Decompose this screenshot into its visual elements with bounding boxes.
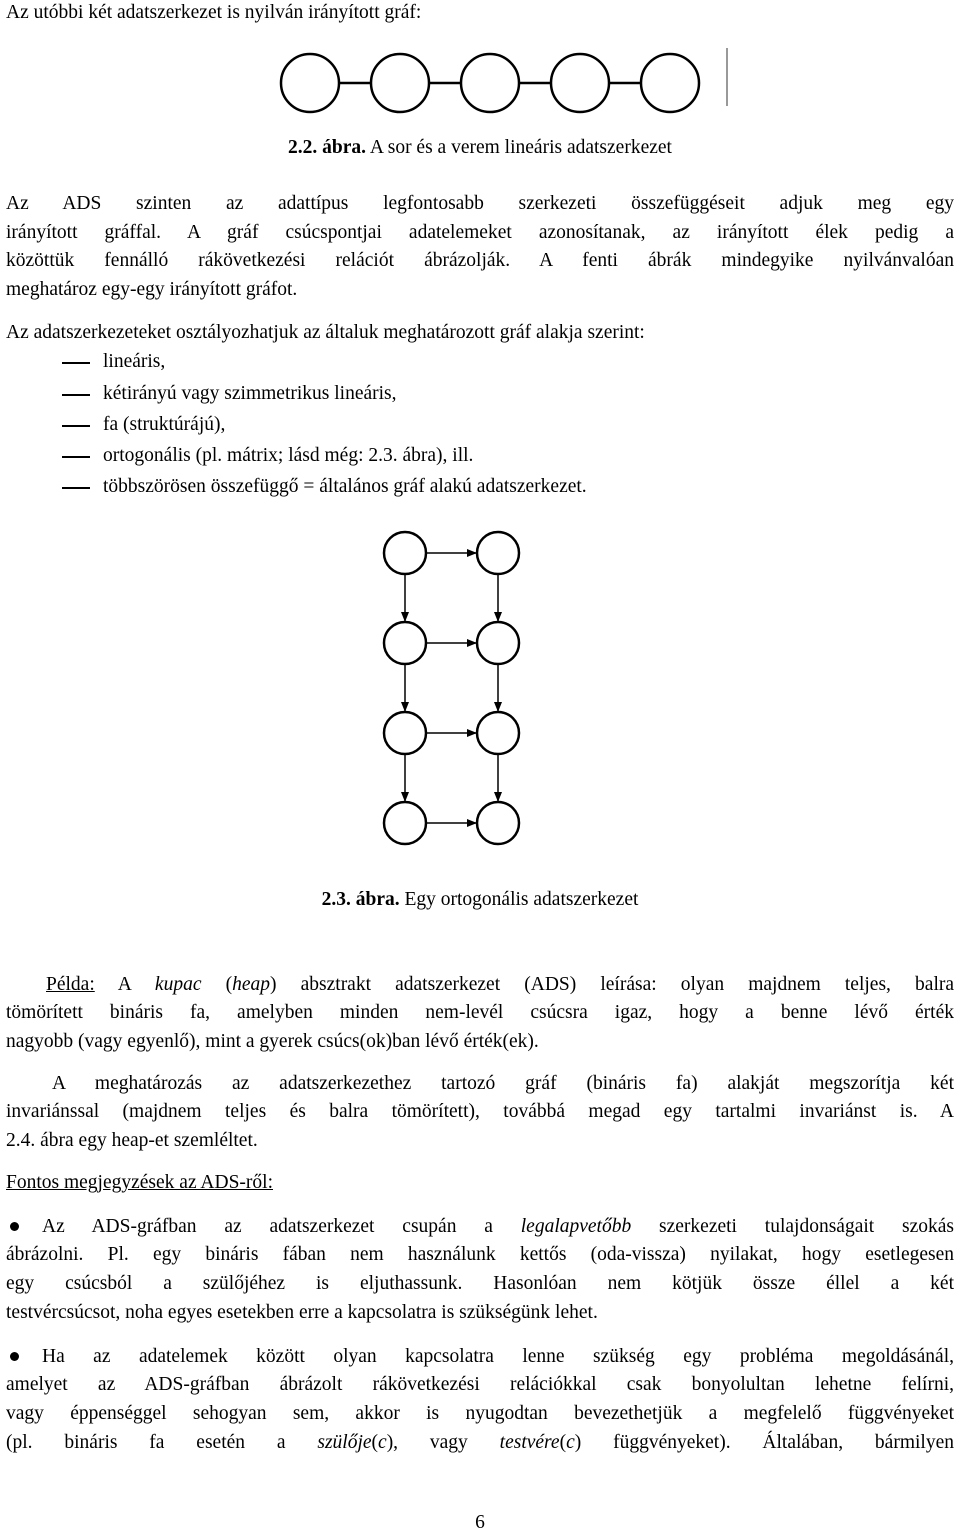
term-szuloje: szülője: [317, 1432, 372, 1453]
para1-line-2: irányított gráffal. A gráf csúcspontjai adatelemeket azonosítanak, az irányított élek pedig a: [6, 222, 954, 243]
para1-line-1: Az ADS szinten az adattípus legfontosabb szerkezeti összefüggéseit adjuk meg egy: [6, 193, 954, 214]
para2-intro: Az adatszerkezeteket osztályozhatjuk az általuk meghatározott gráf alakja szerint:: [6, 322, 645, 343]
bullet1-line-2: ábrázolni. Pl. egy bináris fában nem használunk kettős (oda-vissza) nyilakat, hogy esetlegesen: [6, 1244, 954, 1265]
example-label: Példa:: [46, 974, 95, 995]
bullet1-line-4: testvércsúcsot, noha egyes esetekben erre a kapcsolatra is szükségünk lehet.: [6, 1302, 598, 1323]
dash-marker: [62, 456, 90, 458]
list-item: kétirányú vagy szimmetrikus lineáris,: [103, 383, 397, 404]
list-item: fa (struktúrájú),: [103, 414, 226, 435]
figure-2-3-caption: [0, 887, 960, 913]
chain-node: [371, 54, 429, 112]
para3-line-2: invariánssal (majdnem teljes és balra tömörített), továbbá megad egy tartalmi invariánst is. A: [6, 1101, 954, 1122]
matrix-node: [384, 532, 426, 574]
bullet2-line-1: Ha az adatelemek között olyan kapcsolatra lenne szükség egy probléma megoldásánál,: [42, 1346, 954, 1367]
list-item: ortogonális (pl. mátrix; lásd még: 2.3. ábra), ill.: [103, 445, 474, 466]
bullet2-line-3: vagy éppenséggel sehogyan sem, akkor is nyugodtan bevezethetjük a megfelelő függvényeket: [6, 1403, 954, 1424]
list-item: többszörösen összefüggő = általános gráf alakú adatszerkezet.: [103, 476, 587, 497]
bullet-marker: [10, 1222, 19, 1231]
para3-line-3: 2.4. ábra egy heap-et szemléltet.: [6, 1130, 258, 1151]
example-line-1: Példa: A kupac (heap) absztrakt adatszerkezet (ADS) leírása: olyan majdnem teljes, balra: [46, 974, 955, 995]
matrix-node: [477, 532, 519, 574]
figure-caption-text: Egy ortogonális adatszerkezet: [399, 889, 639, 910]
example-line-2: tömörített bináris fa, amelyben minden nem-levél csúcsra igaz, hogy a benne lévő érték: [6, 1002, 954, 1023]
matrix-node: [384, 622, 426, 664]
figure-number: 2.2. ábra.: [288, 137, 367, 158]
chain-node: [281, 54, 339, 112]
intro-text: Az utóbbi két adatszerkezet is nyilván irányított gráf:: [6, 2, 422, 23]
chain-node: [461, 54, 519, 112]
chain-node: [641, 54, 699, 112]
notes-heading: Fontos megjegyzések az ADS-ről:: [6, 1172, 273, 1193]
term-kupac: kupac: [154, 974, 202, 995]
bullet1-line-1: Az ADS-gráfban az adatszerkezet csupán a legalapvetőbb szerkezeti tulajdonságait szokás: [42, 1216, 954, 1237]
dash-marker: [62, 487, 90, 489]
example-line-3: nagyobb (vagy egyenlő), mint a gyerek csúcs(ok)ban lévő érték(ek).: [6, 1031, 539, 1052]
para1-line-4: meghatároz egy-egy irányított gráfot.: [6, 279, 298, 300]
dash-marker: [62, 394, 90, 396]
term-testvere: testvére: [499, 1432, 560, 1453]
term-legalapvetobb: legalapvetőbb: [520, 1216, 632, 1237]
para3-line-1: A meghatározás az adatszerkezethez tartozó gráf (bináris fa) alakját megszorítja két: [52, 1073, 954, 1094]
dash-marker: [62, 425, 90, 427]
bullet2-line-2: amelyet az ADS-gráfban ábrázolt rákövetkezési relációkkal csak bonyolultan lehetne felírni,: [6, 1374, 954, 1395]
matrix-node: [477, 802, 519, 844]
chain-node: [551, 54, 609, 112]
figure-caption-text: A sor és a verem lineáris adatszerkezet: [366, 137, 672, 158]
matrix-node: [384, 712, 426, 754]
matrix-node: [384, 802, 426, 844]
matrix-node: [477, 622, 519, 664]
bullet2-line-4: (pl. bináris fa esetén a szülője(c), vagy testvére(c) függvényeket). Általában, bármilyen: [6, 1432, 954, 1453]
figure-linear-chain: [270, 40, 740, 120]
page-number: 6: [475, 1512, 485, 1533]
matrix-node: [477, 712, 519, 754]
figure-number: 2.3. ábra.: [321, 889, 400, 910]
bullet1-line-3: egy csúcsból a szülőjéhez is eljuthassunk. Hasonlóan nem kötjük össze éllel a két: [6, 1273, 954, 1294]
list-item: lineáris,: [103, 351, 166, 372]
para1-line-3: közöttük fennálló rákövetkezési relációt ábrázolják. A fenti ábrák mindegyike nyilvánvalóan: [6, 250, 954, 271]
figure-orthogonal-structure: [370, 525, 570, 860]
figure-2-2-caption: [0, 135, 960, 161]
bullet-marker: [10, 1352, 19, 1361]
dash-marker: [62, 362, 90, 364]
term-heap: heap: [232, 974, 271, 995]
